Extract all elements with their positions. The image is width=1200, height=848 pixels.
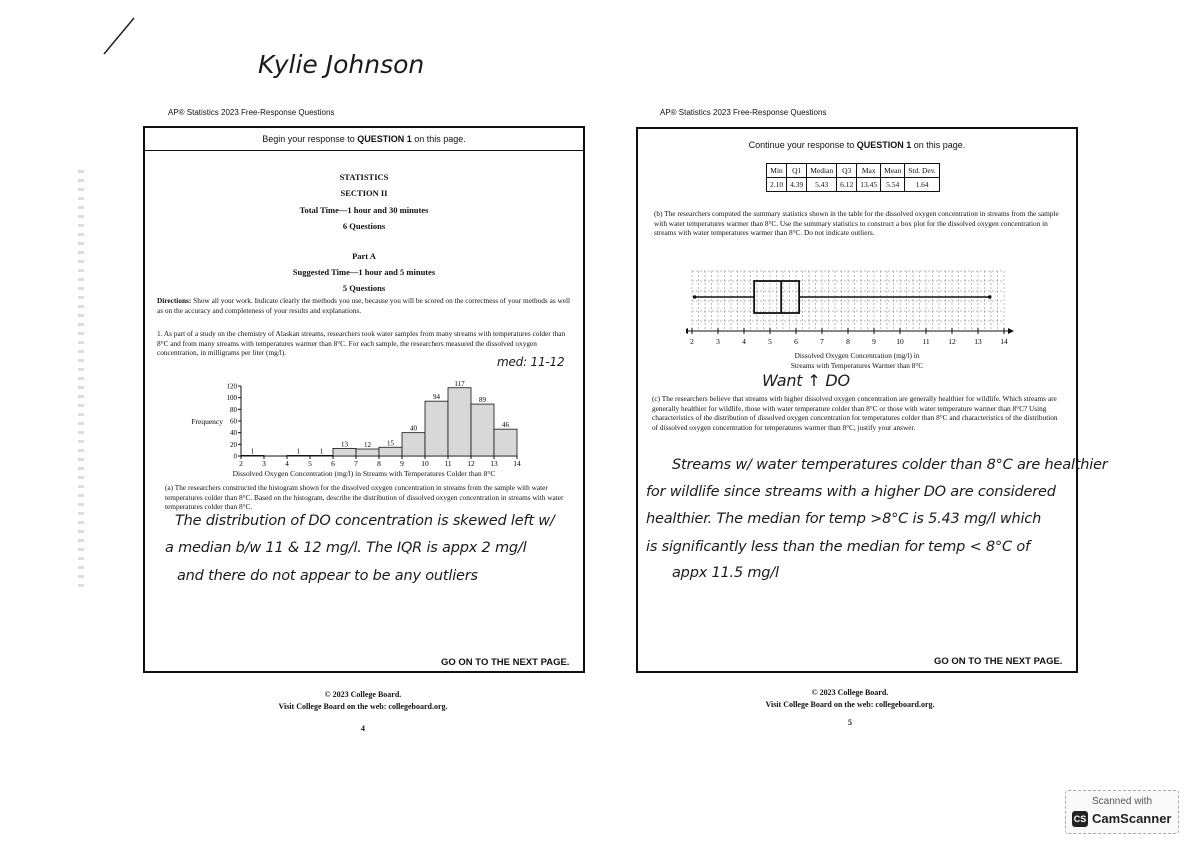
bar-value-label: 13 xyxy=(341,440,348,449)
answer-c-line-1: Streams w/ water temperatures colder than 8°C are healthier xyxy=(672,457,1108,473)
part-label: Part A xyxy=(352,251,376,261)
left-page-header: AP® Statistics 2023 Free-Response Questions xyxy=(168,108,335,117)
histogram-bar xyxy=(494,429,517,456)
scan-edge-artifact xyxy=(78,170,84,590)
x-tick-label: 10 xyxy=(421,459,429,468)
left-answer-frame xyxy=(143,126,585,673)
right-page-number: 5 xyxy=(848,718,852,727)
left-visit: Visit College Board on the web: collegeboard.org. xyxy=(278,702,448,711)
suggested-time: Suggested Time—1 hour and 5 minutes xyxy=(292,267,436,277)
box-plot-max-point xyxy=(988,295,992,299)
histogram-bar xyxy=(402,433,425,456)
box-plot-min-point xyxy=(693,295,697,299)
want-note: Want ↑ DO xyxy=(762,371,850,390)
answer-c-line-4: is significantly less than the median for temp < 8°C of xyxy=(646,539,1030,555)
part-c-text: (c) The researchers believe that streams with higher dissolved oxygen concentration are generally healthier for wildlife. Which streams are generally healthier for wildlife, those with water temperature colder than 8°C or those with water temperature warmer than 8°C? Using characteristics of the distribution of dissolved oxygen concentration for temperatures colder than 8°C and characteristics of the distribution of dissolved oxygen concentration for temperatures warmer than 8°C, justify your answer. xyxy=(652,394,1058,432)
box-plot-tick-label: 8 xyxy=(846,337,850,346)
y-tick-label: 40 xyxy=(230,429,237,438)
box-plot-grid xyxy=(686,267,1036,357)
x-tick-label: 8 xyxy=(377,459,381,468)
y-tick-label: 80 xyxy=(230,405,237,414)
camscanner-logo-icon: CS xyxy=(1072,811,1088,827)
answer-a-line-1: The distribution of DO concentration is skewed left w/ xyxy=(175,513,555,529)
box-plot-tick-label: 9 xyxy=(872,337,876,346)
y-tick-label: 20 xyxy=(230,440,237,449)
answer-c-line-3: healthier. The median for temp >8°C is 5.43 mg/l which xyxy=(646,511,1042,527)
bar-value-label: 12 xyxy=(364,441,371,449)
box-plot-x-label-1: Dissolved Oxygen Concentration (mg/l) in xyxy=(794,351,920,360)
watermark-line-2: CamScanner xyxy=(1092,811,1172,826)
bar-value-label: 15 xyxy=(387,439,394,448)
y-tick-label: 120 xyxy=(226,382,237,391)
right-answer-frame xyxy=(636,127,1108,673)
x-tick-label: 13 xyxy=(490,459,498,468)
histogram-bar xyxy=(425,401,448,456)
part-b-text: (b) The researchers computed the summary statistics shown in the table for the dissolved oxygen concentration in streams from the sample with water temperatures warmer than 8°C. Use the summary statistics to construct a box plot for the dissolved oxygen concentration in streams with water temperatures warmer than 8°C. Do not indicate outliers. xyxy=(654,209,1059,238)
box-plot-tick-label: 7 xyxy=(820,337,824,346)
stats-value-cell: 6.12 xyxy=(837,178,857,192)
x-tick-label: 11 xyxy=(444,459,452,468)
y-tick-label: 60 xyxy=(230,417,237,426)
x-tick-label: 7 xyxy=(354,459,358,468)
stats-value-cell: 5.43 xyxy=(807,178,837,192)
bar-value-label: 1 xyxy=(250,447,255,456)
bar-value-label: 40 xyxy=(410,424,417,433)
box-plot-tick-label: 3 xyxy=(716,337,720,346)
histogram-bar xyxy=(333,448,356,456)
part-a-text: (a) The researchers constructed the histogram shown for the dissolved oxygen concentration in streams from the sample with water temperatures colder than 8°C. Based on the histogram, describe the distribution of dissolved oxygen concentration in streams with water temperatures colder than 8°C. xyxy=(165,483,564,512)
histogram-bar xyxy=(287,455,310,456)
bar-value-label: 89 xyxy=(479,396,486,405)
x-tick-label: 5 xyxy=(308,459,312,468)
stats-header-cell: Max xyxy=(857,164,881,178)
box-plot-tick-label: 4 xyxy=(742,337,746,346)
left-go-on: GO ON TO THE NEXT PAGE. xyxy=(441,657,570,668)
box-plot-tick-label: 13 xyxy=(974,337,982,346)
right-copyright: © 2023 College Board. xyxy=(811,688,889,697)
x-tick-label: 4 xyxy=(285,459,289,468)
stats-value-cell: 13.45 xyxy=(857,178,881,192)
stats-header-cell: Mean xyxy=(881,164,905,178)
divider xyxy=(145,150,583,151)
histogram-bar xyxy=(471,404,494,456)
summary-stats-table xyxy=(766,163,940,192)
section-title: STATISTICS xyxy=(339,172,389,182)
stats-value-cell: 5.54 xyxy=(881,178,905,192)
answer-c-line-2: for wildlife since streams with a higher DO are considered xyxy=(646,484,1056,500)
bar-value-label: 94 xyxy=(433,393,440,402)
box-plot-tick-label: 11 xyxy=(922,337,930,346)
x-tick-label: 6 xyxy=(331,459,335,468)
stats-value-cell: 1.64 xyxy=(905,178,940,192)
stats-header-cell: Std. Dev. xyxy=(905,164,940,178)
answer-c-line-5: appx 11.5 mg/l xyxy=(672,565,779,581)
section-name: SECTION II xyxy=(340,188,388,198)
watermark-line-1: Scanned with xyxy=(1091,796,1153,807)
histogram-bar xyxy=(379,447,402,456)
bar-value-label: 117 xyxy=(454,379,465,388)
answer-a-line-3: and there do not appear to be any outliers xyxy=(177,568,478,584)
stats-value-cell: 4.39 xyxy=(787,178,807,192)
stats-header-cell: Median xyxy=(807,164,837,178)
right-go-on: GO ON TO THE NEXT PAGE. xyxy=(934,656,1063,667)
y-tick-label: 100 xyxy=(226,394,237,403)
total-time: Total Time—1 hour and 30 minutes xyxy=(299,205,429,215)
right-page-header: AP® Statistics 2023 Free-Response Questions xyxy=(660,108,827,117)
answer-a-line-2: a median b/w 11 & 12 mg/l. The IQR is appx 2 mg/l xyxy=(165,540,527,556)
directions: Directions: Show all your work. Indicate clearly the methods you use, because you will be scored on the correctness of your methods as well as on the accuracy and completeness of your results and explanations. xyxy=(157,296,571,315)
x-tick-label: 3 xyxy=(262,459,266,468)
part-question-count: 5 Questions xyxy=(342,283,386,293)
x-tick-label: 9 xyxy=(400,459,404,468)
histogram-bar xyxy=(241,455,264,456)
left-page-number: 4 xyxy=(361,724,365,733)
histogram-bar xyxy=(448,388,471,456)
box-plot-tick-label: 2 xyxy=(690,337,694,346)
pen-mark xyxy=(100,14,140,58)
x-tick-label: 2 xyxy=(239,459,243,468)
student-name: Kylie Johnson xyxy=(258,50,425,79)
margin-note: med: 11-12 xyxy=(497,355,565,369)
y-tick-label: 0 xyxy=(233,452,237,461)
axis-arrow-left-icon xyxy=(686,328,688,334)
stats-header-cell: Q1 xyxy=(787,164,807,178)
bar-value-label: 1 xyxy=(319,447,324,456)
x-tick-label: 14 xyxy=(513,459,521,468)
right-box-title: Continue your response to QUESTION 1 on this page. xyxy=(748,140,966,150)
box-plot-tick-label: 12 xyxy=(948,337,956,346)
histogram-bar xyxy=(356,449,379,456)
stats-value-cell: 2.10 xyxy=(767,178,787,192)
box-plot-tick-label: 14 xyxy=(1000,337,1008,346)
dissolved-oxygen-histogram xyxy=(185,374,565,474)
box-plot-tick-label: 6 xyxy=(794,337,798,346)
stats-header-cell: Q3 xyxy=(837,164,857,178)
bar-value-label: 1 xyxy=(296,447,301,456)
histogram-y-label: Frequency xyxy=(191,417,223,426)
stats-header-cell: Min xyxy=(767,164,787,178)
box-plot-tick-label: 5 xyxy=(768,337,772,346)
box-plot-x-label-2: Streams with Temperatures Warmer than 8°C xyxy=(790,361,924,370)
histogram-bar xyxy=(310,455,333,456)
left-copyright: © 2023 College Board. xyxy=(324,690,402,699)
bar-value-label: 46 xyxy=(502,421,509,430)
x-tick-label: 12 xyxy=(467,459,475,468)
question-1-text: 1. As part of a study on the chemistry of Alaskan streams, researchers took water samples from many streams with temperatures colder than 8°C and from many streams with temperatures warmer than 8°C. For each sample, the researchers measured the dissolved oxygen concentration, in milligrams per liter (mg/l). xyxy=(157,329,566,358)
camscanner-watermark xyxy=(1065,790,1179,834)
left-box-title: Begin your response to QUESTION 1 on this page. xyxy=(262,134,466,144)
question-count: 6 Questions xyxy=(342,221,386,231)
right-visit: Visit College Board on the web: collegeboard.org. xyxy=(765,700,935,709)
histogram-x-label: Dissolved Oxygen Concentration (mg/l) in Streams with Temperatures Colder than 8°C xyxy=(232,469,496,478)
box-plot-tick-label: 10 xyxy=(896,337,904,346)
axis-arrow-right-icon xyxy=(1008,328,1014,334)
